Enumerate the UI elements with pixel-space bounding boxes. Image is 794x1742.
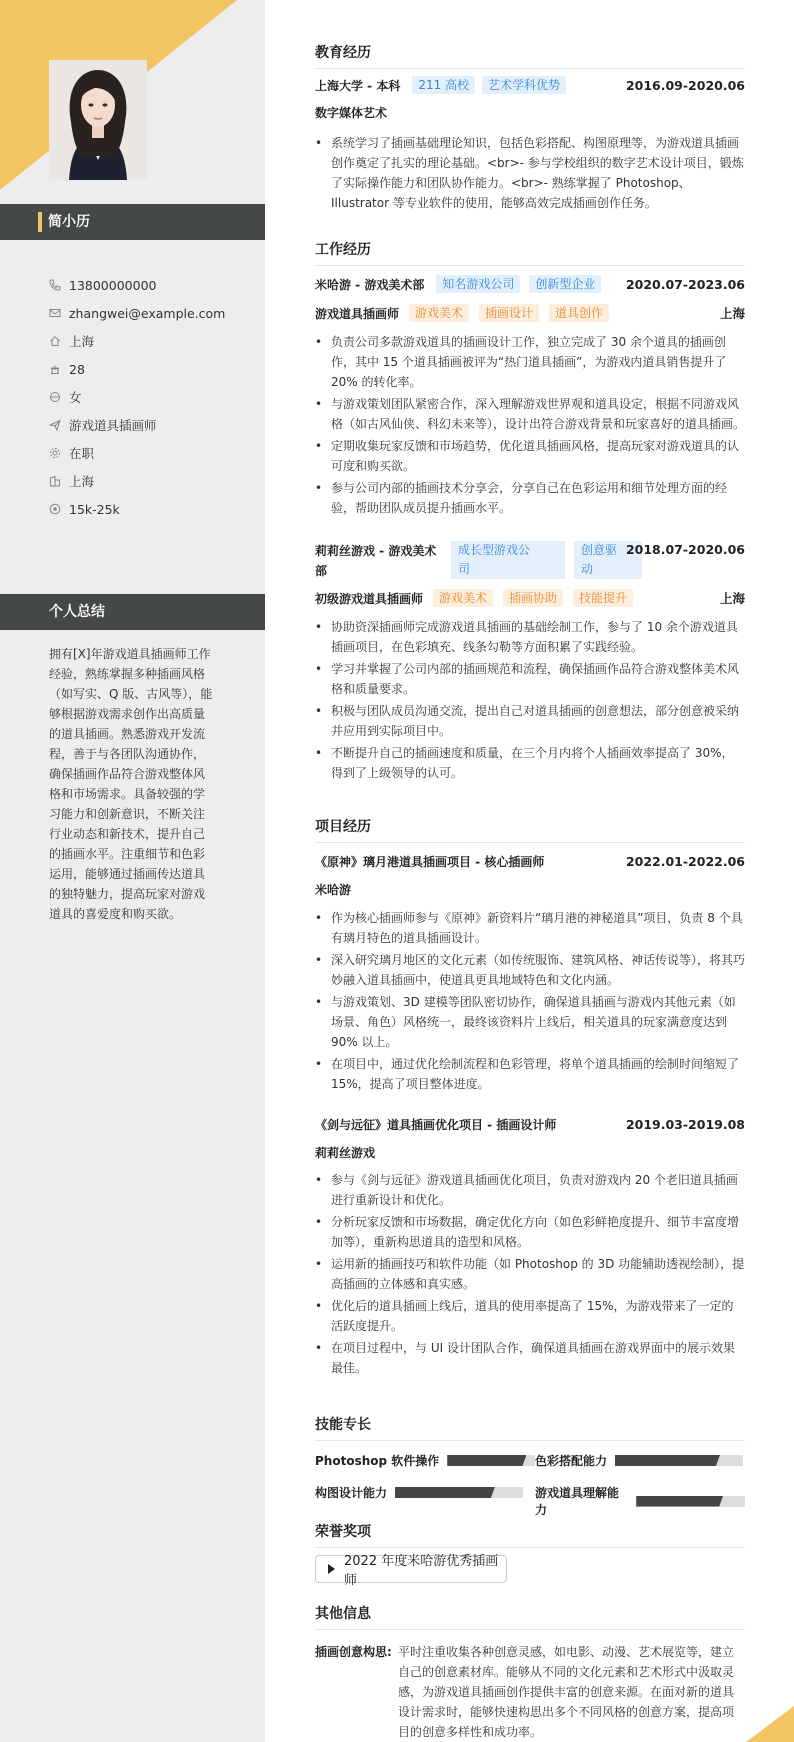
- contact-email[interactable]: zhangwei@example.com: [49, 299, 259, 327]
- project-name: 《原神》璃月港道具插画项目 - 核心插画师: [315, 855, 545, 869]
- resume-title-bar: [0, 204, 265, 240]
- job-date: 2018.07-2020.06: [625, 542, 745, 557]
- list-item: • 在项目过程中，与 UI 设计团队合作，确保道具插画在游戏界面中的展示效果最佳。: [315, 1338, 745, 1378]
- list-item: • 负责公司多款游戏道具的插画设计工作，独立完成了 30 余个道具的插画创作，其中 15 个道具插画被评为“热门道具插画”，为游戏内道具销售提升了 20% 的转化率。: [315, 332, 745, 392]
- role-tag: 技能提升: [573, 589, 633, 607]
- list-item: • 作为核心插画师参与《原神》新资料片“璃月港的神秘道具”项目，负责 8 个具有璃月特色的道具插画设计。: [315, 908, 745, 948]
- list-item: • 参与《剑与远征》游戏道具插画优化项目，负责对游戏内 20 个老旧道具插画进行重新设计和优化。: [315, 1170, 745, 1210]
- list-item: • 定期收集玩家反馈和市场趋势，优化道具插画风格，提高玩家对游戏道具的认可度和购买欲。: [315, 436, 745, 476]
- job-tag: 知名游戏公司: [436, 275, 520, 293]
- job-location: 上海: [719, 591, 745, 606]
- education-title: 教育经历: [315, 42, 745, 69]
- job-role-row: [315, 589, 745, 607]
- contact-age: 28: [49, 355, 259, 383]
- project-date: 2019.03-2019.08: [625, 1117, 745, 1132]
- skill-item: 游戏道具理解能力: [535, 1484, 745, 1518]
- profile-photo: [49, 60, 147, 180]
- project-header: [315, 853, 745, 870]
- home-icon: [49, 335, 61, 347]
- list-item: • 参与公司内部的插画技术分享会，分享自己在色彩运用和细节处理方面的经验，帮助团队成员提升插画水平。: [315, 478, 745, 518]
- role-tag: 游戏美术: [409, 304, 469, 322]
- education-date: 2016.09-2020.06: [625, 77, 745, 93]
- list-item: • 协助资深插画师完成游戏道具插画的基础绘制工作，参与了 10 余个游戏道具插画项目，在色彩填充、线条勾勒等方面积累了实践经验。: [315, 617, 745, 657]
- skill-bar: [447, 1455, 535, 1466]
- list-item: • 深入研究璃月地区的文化元素（如传统服饰、建筑风格、神话传说等），将其巧妙融入道具插画中，使道具更具地域特色和文化内涵。: [315, 950, 745, 990]
- job-role: 初级游戏道具插画师: [315, 591, 424, 606]
- list-item: • 与游戏策划团队紧密合作，深入理解游戏世界观和道具设定，根据不同游戏风格（如古风仙侠、科幻未来等），设计出符合游戏背景和玩家喜好的道具插画。: [315, 394, 745, 434]
- project-org-row: [315, 1144, 745, 1161]
- project-bullets: [315, 908, 745, 1096]
- list-item: • 与游戏策划、3D 建模等团队密切协作，确保道具插画与游戏内其他元素（如场景、角色）风格统一，最终该资料片上线后，相关道具的玩家满意度达到 90% 以上。: [315, 992, 745, 1052]
- job-tag: 创意驱 动: [574, 541, 642, 579]
- project-org-row: [315, 881, 745, 898]
- job-header: [315, 275, 745, 293]
- corner-decoration-bottom: [746, 1706, 794, 1742]
- job-location: 上海: [719, 306, 745, 321]
- list-item: • 在项目中，通过优化绘制流程和色彩管理，将单个道具插画的绘制时间缩短了 15%，提高了项目整体进度。: [315, 1054, 745, 1094]
- skill-item: Photoshop 软件操作: [315, 1452, 535, 1469]
- education-header: [315, 76, 745, 94]
- role-tag: 道具创作: [549, 304, 609, 322]
- job-bullets: [315, 617, 745, 785]
- education-tag: 211 高校: [412, 76, 475, 94]
- email-icon: [49, 307, 61, 319]
- education-tag: 艺术学科优势: [482, 76, 566, 94]
- project-bullets: [315, 1170, 745, 1380]
- project-date: 2022.01-2022.06: [625, 854, 745, 869]
- contact-city: 上海: [49, 467, 259, 495]
- list-item: • 系统学习了插画基础理论知识，包括色彩搭配、构图原理等，为游戏道具插画创作奠定了扎实的理论基础。<br>- 参与学校组织的数字艺术设计项目，锻炼了实际操作能力和团队协作能力。<br>- 熟练掌握了 Photoshop、Illustrator 等专业软件的使用，能够高效完成插画创作任务。: [315, 133, 745, 213]
- list-item: • 优化后的道具插画上线后，道具的使用率提高了 15%，为游戏带来了一定的活跃度提升。: [315, 1296, 745, 1336]
- contact-home: 上海: [49, 327, 259, 355]
- job-company: 莉莉丝游戏 - 游戏美术 部: [315, 544, 437, 578]
- list-item: • 积极与团队成员沟通交流，提出自己对道具插画的创意想法，部分创意被采纳并应用到实际项目中。: [315, 701, 745, 741]
- projects-title: 项目经历: [315, 816, 745, 843]
- skill-item: 构图设计能力: [315, 1484, 523, 1501]
- summary-text: 拥有[X]年游戏道具插画师工作经验，熟练掌握多种插画风格（如写实、Q 版、古风等），能够根据游戏需求创作出高质量的道具插画。熟悉游戏开发流程，善于与各团队沟通协作，确保插画作品符合游戏整体风格和市场需求。具备较强的学习能力和创新意识，不断关注行业动态和新技术，提升自己的插画水平。注重细节和色彩运用，能够通过插画传达道具的独特魅力，提高玩家对游戏道具的喜爱度和购买欲。: [49, 647, 213, 921]
- skill-item: 色彩搭配能力: [535, 1452, 743, 1469]
- skill-bar: [395, 1487, 523, 1498]
- gender-icon: [49, 391, 61, 403]
- skill-bar: [636, 1496, 745, 1507]
- project-org: 莉莉丝游戏: [315, 1146, 376, 1160]
- award-item[interactable]: 2022 年度米哈游优秀插画师: [315, 1555, 507, 1583]
- education-major: 数字媒体艺术: [315, 106, 388, 120]
- other-info-row: [315, 1642, 745, 1742]
- sidebar: [0, 0, 265, 1742]
- role-tag: 插画设计: [479, 304, 539, 322]
- list-item: • 不断提升自己的插画速度和质量，在三个月内将个人插画效率提高了 30%，得到了上级领导的认可。: [315, 743, 745, 783]
- education-school: 上海大学 - 本科: [315, 78, 401, 93]
- honors-title: 荣誉奖项: [315, 1521, 745, 1548]
- position-icon: [49, 419, 61, 431]
- play-icon: [328, 1564, 335, 1574]
- other-title: 其他信息: [315, 1603, 745, 1630]
- job-header: [315, 541, 745, 581]
- resume-title: 简小历: [48, 214, 90, 230]
- phone-icon: [49, 279, 61, 291]
- education-major-row: [315, 104, 745, 121]
- role-tag: 游戏美术: [433, 589, 493, 607]
- job-bullets: [315, 332, 745, 520]
- contact-phone: 13800000000: [49, 271, 259, 299]
- role-tag: 插画协助: [503, 589, 563, 607]
- contact-list: [49, 271, 259, 523]
- work-title: 工作经历: [315, 239, 745, 266]
- contact-salary: 15k-25k: [49, 495, 259, 523]
- job-date: 2020.07-2023.06: [625, 276, 745, 292]
- project-name: 《剑与远征》道具插画优化项目 - 插画设计师: [315, 1118, 557, 1132]
- list-item: • 学习并掌握了公司内部的插画规范和流程，确保插画作品符合游戏整体美术风格和质量要求。: [315, 659, 745, 699]
- job-role: 游戏道具插画师: [315, 306, 400, 321]
- education-bullets: [315, 133, 745, 215]
- job-company: 米哈游 - 游戏美术部: [315, 277, 425, 292]
- job-tag: 成长型游戏公 司: [451, 541, 565, 579]
- other-text: 平时注重收集各种创意灵感，如电影、动漫、艺术展览等，建立自己的创意素材库。能够从不同的文化元素和艺术形式中汲取灵感，为游戏道具插画创作提供丰富的创意来源。在面对新的道具设计需求时，能够快速构思出多个不同风格的创意方案，提高项目的创意多样性和成功率。: [398, 1645, 735, 1739]
- skill-bar: [615, 1455, 743, 1466]
- job-tag: 创新型企业: [529, 275, 601, 293]
- job-role-row: [315, 304, 745, 322]
- other-label: 插画创意构思:: [315, 1645, 392, 1659]
- contact-gender: 女: [49, 383, 259, 411]
- skills-title: 技能专长: [315, 1414, 745, 1441]
- summary-title: 个人总结: [49, 604, 105, 620]
- contact-status: 在职: [49, 439, 259, 467]
- contact-position: 游戏道具插画师: [49, 411, 259, 439]
- city-icon: [49, 475, 61, 487]
- status-icon: [49, 447, 61, 459]
- salary-icon: [49, 503, 61, 515]
- list-item: • 运用新的插画技巧和软件功能（如 Photoshop 的 3D 功能辅助透视绘制），提高插画的立体感和真实感。: [315, 1254, 745, 1294]
- summary-title-bar: [0, 594, 265, 630]
- project-header: [315, 1116, 745, 1133]
- age-icon: [49, 363, 61, 375]
- list-item: • 分析玩家反馈和市场数据，确定优化方向（如色彩鲜艳度提升、细节丰富度增加等），重新构思道具的造型和风格。: [315, 1212, 745, 1252]
- project-org: 米哈游: [315, 883, 352, 897]
